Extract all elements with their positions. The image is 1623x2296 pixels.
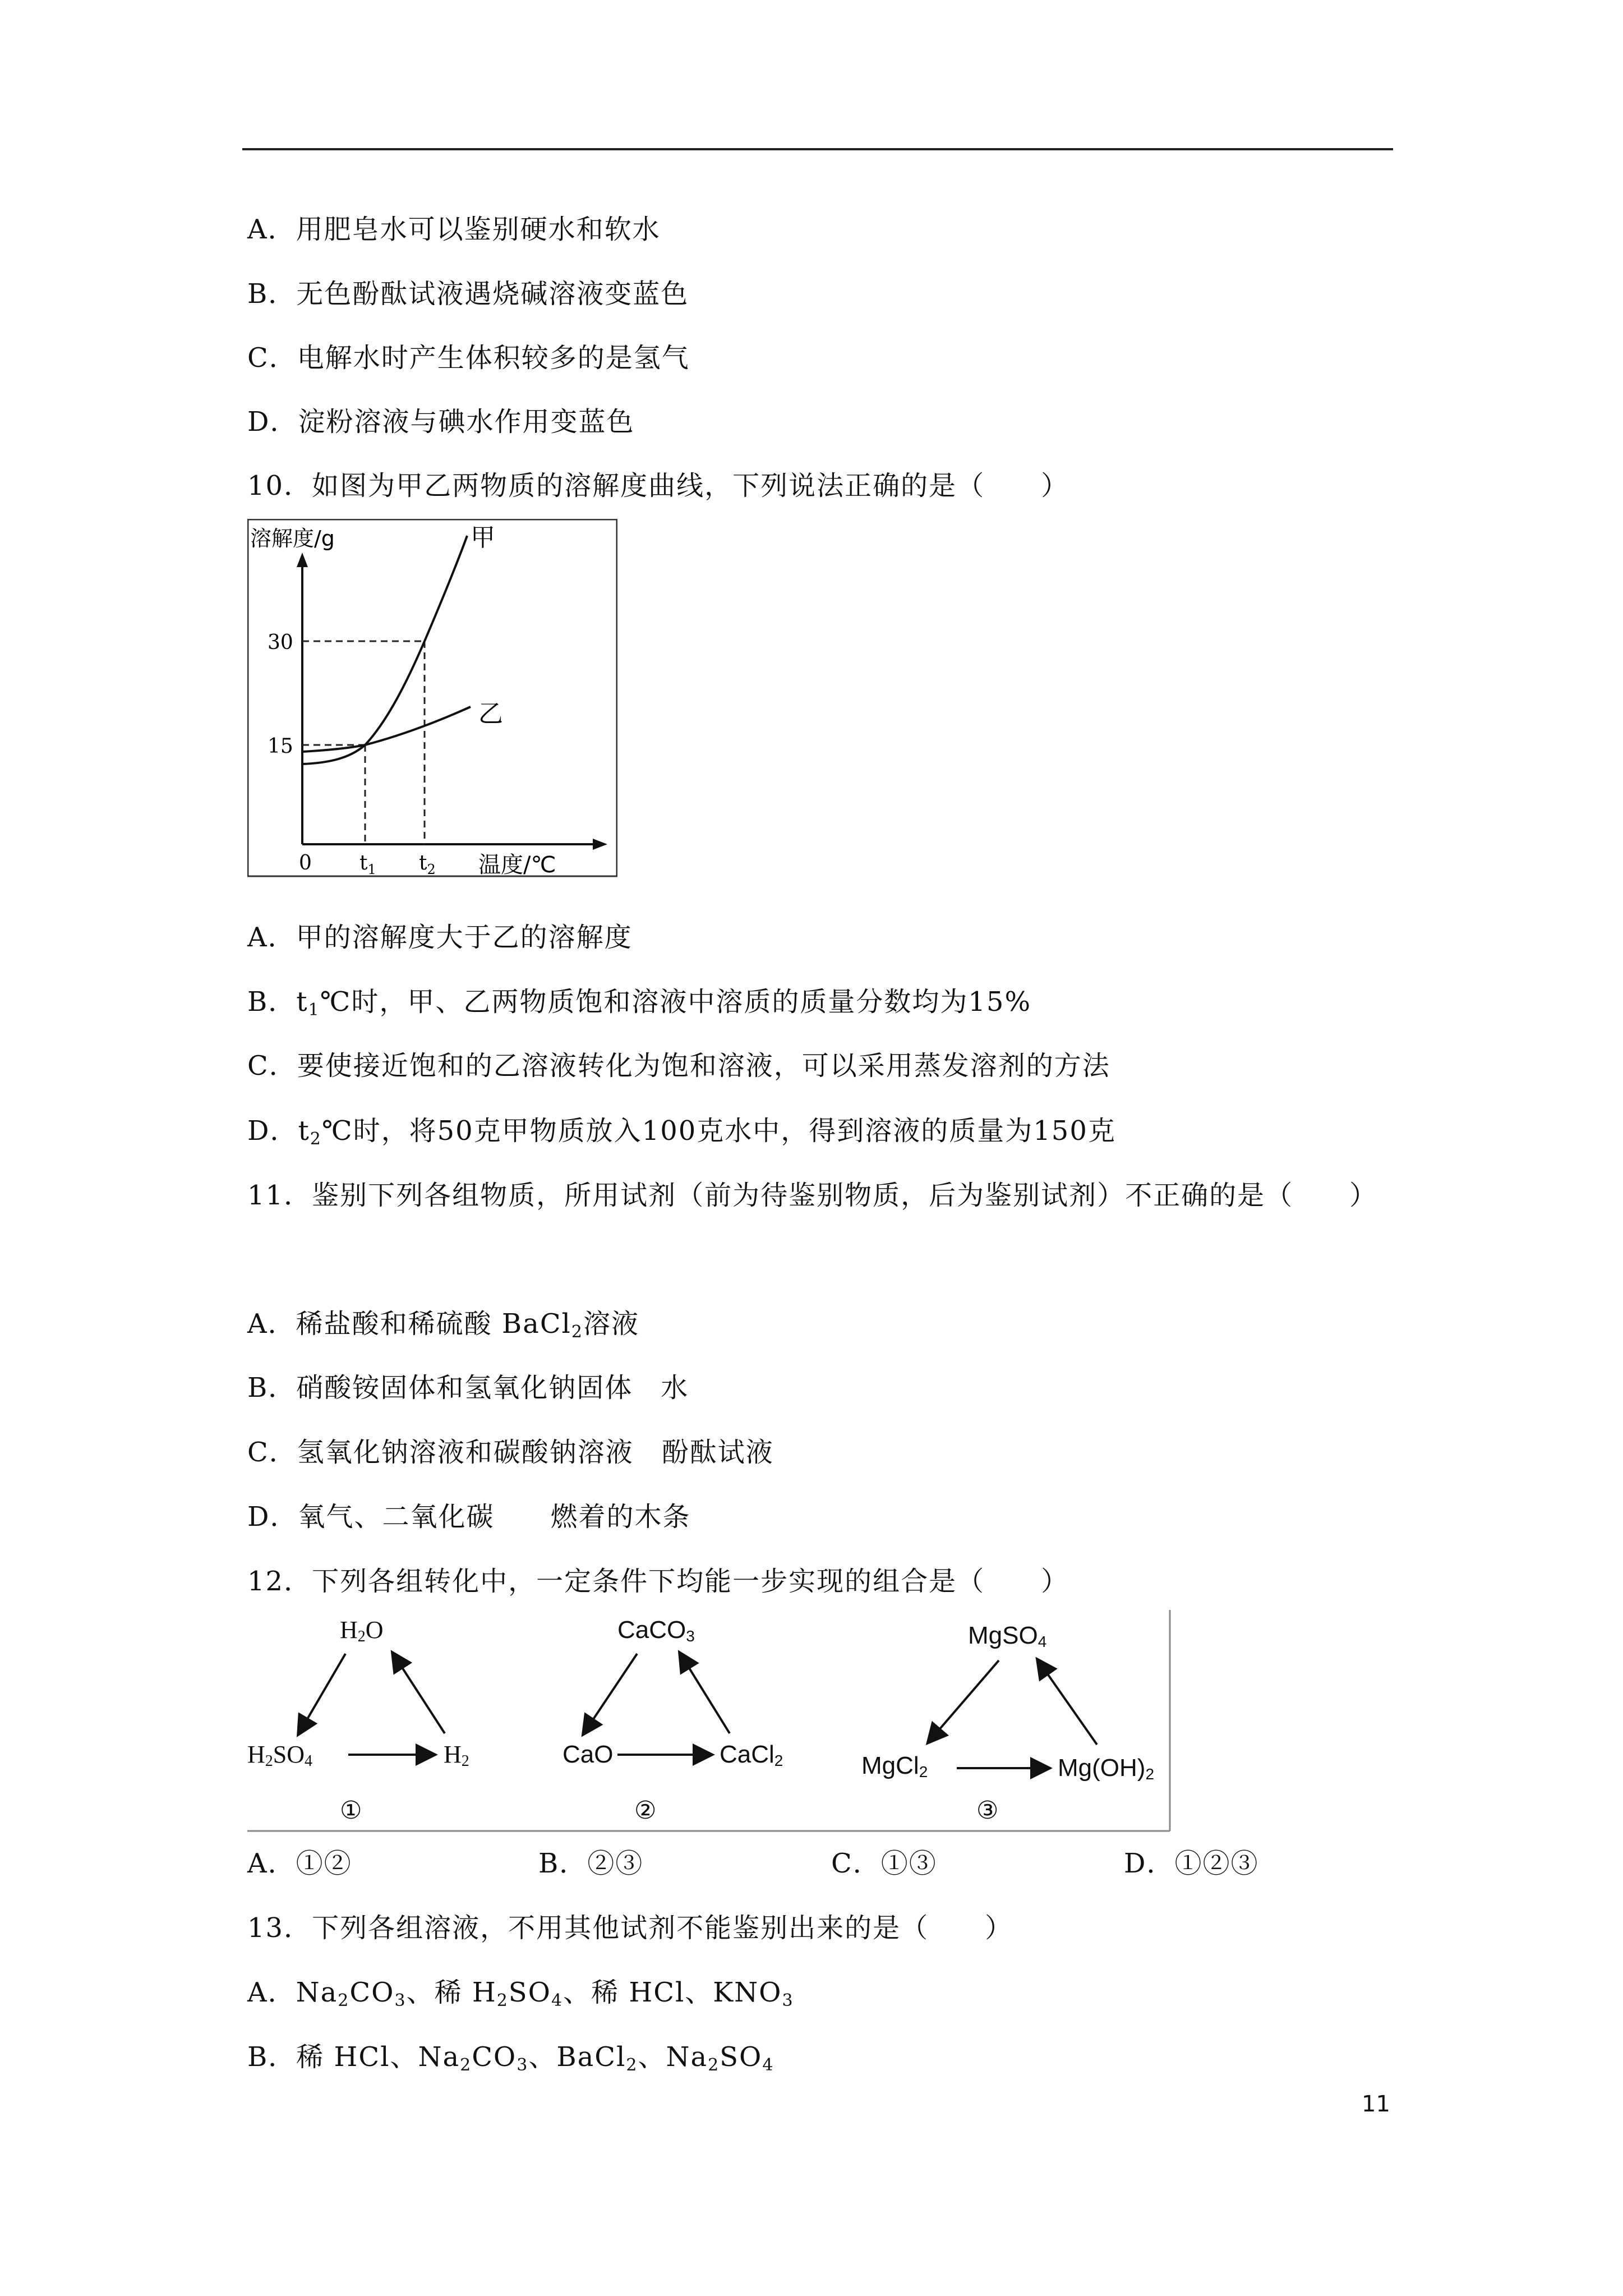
diagram-1	[247, 1616, 469, 1824]
y-axis-label: 溶解度/g	[250, 526, 335, 551]
q12-option-c: C．①③	[831, 1848, 937, 1879]
q11-option-c: C．氢氧化钠溶液和碳酸钠溶液 酚酞试液	[247, 1437, 774, 1468]
q9-option-a: A．用肥皂水可以鉴别硬水和软水	[247, 214, 661, 245]
y-tick-30: 30	[268, 631, 293, 654]
x-tick-t2: $t_2$	[419, 852, 436, 877]
q11-option-d: D．氧气、二氧化碳 燃着的木条	[247, 1501, 691, 1533]
y-axis-arrow	[297, 553, 308, 567]
d3-right: Mg(OH)2	[1058, 1754, 1155, 1783]
d2-num: ②	[634, 1797, 657, 1824]
q10-option-b: B．$t_1℃$时，甲、乙两物质饱和溶液中溶质的质量分数均为15%	[247, 986, 1032, 1020]
q12-conversion-diagrams	[247, 1610, 1173, 1834]
d1-top: H2O	[340, 1616, 384, 1645]
d2-top: CaCO3	[617, 1616, 695, 1645]
q12-option-d: D．①②③	[1124, 1848, 1259, 1879]
q13-option-b: B．稀 HCl、$Na_2CO_3$、BaCl$_2$、$Na_2SO_4$	[247, 2041, 774, 2075]
header-rule	[242, 148, 1393, 150]
q10-stem: 10．如图为甲乙两物质的溶解度曲线，下列说法正确的是（ ）	[247, 470, 1069, 501]
d1-num: ①	[340, 1797, 362, 1824]
q10-option-a: A．甲的溶解度大于乙的溶解度	[247, 922, 633, 953]
q10-solubility-chart	[247, 519, 617, 878]
d3-top: MgSO4	[968, 1622, 1047, 1650]
d1-right: H2	[444, 1741, 469, 1770]
q12-option-a: A．①②	[247, 1848, 352, 1879]
q9-option-d: D．淀粉溶液与碘水作用变蓝色	[247, 406, 635, 438]
q10-option-c: C．要使接近饱和的乙溶液转化为饱和溶液，可以采用蒸发溶剂的方法	[247, 1050, 1110, 1082]
d3-left: MgCl2	[861, 1752, 928, 1780]
q11-option-a: A．稀盐酸和稀硫酸 BaCl$_2$溶液	[247, 1308, 640, 1342]
q11-stem: 11．鉴别下列各组物质，所用试剂（前为待鉴别物质，后为鉴别试剂）不正确的是（ ）	[247, 1180, 1378, 1211]
y-tick-15: 15	[268, 735, 293, 758]
d2-left: CaO	[562, 1741, 614, 1768]
q10-option-d: D．$t_2℃$时，将50克甲物质放入100克水中，得到溶液的质量为150克	[247, 1115, 1116, 1149]
x-tick-t1: $t_1$	[359, 852, 376, 877]
q13-stem: 13．下列各组溶液，不用其他试剂不能鉴别出来的是（ ）	[247, 1912, 1013, 1944]
d3-num: ③	[976, 1797, 999, 1824]
series-jia-curve	[302, 536, 467, 764]
diagram-2	[562, 1616, 783, 1824]
x-axis-label: 温度/℃	[478, 852, 556, 878]
q9-option-c: C．电解水时产生体积较多的是氢气	[247, 342, 690, 374]
d2-right: CaCl2	[720, 1741, 783, 1769]
x-axis-arrow	[593, 839, 607, 850]
series-jia-label: 甲	[471, 523, 495, 552]
page-number: 11	[1362, 2091, 1390, 2117]
q13-option-a: A．$Na_2CO_3$、稀 $H_2SO_4$、稀 HCl、$KNO_3$	[247, 1977, 794, 2010]
q11-option-b: B．硝酸铵固体和氢氧化钠固体 水	[247, 1372, 689, 1404]
x-tick-0: 0	[299, 852, 312, 875]
diagram-3	[861, 1622, 1154, 1824]
series-yi-label: 乙	[478, 700, 503, 728]
q9-option-b: B．无色酚酞试液遇烧碱溶液变蓝色	[247, 278, 689, 310]
q12-stem: 12．下列各组转化中，一定条件下均能一步实现的组合是（ ）	[247, 1566, 1069, 1597]
d1-left: H2SO4	[247, 1741, 313, 1770]
q12-option-b: B．②③	[538, 1848, 644, 1879]
